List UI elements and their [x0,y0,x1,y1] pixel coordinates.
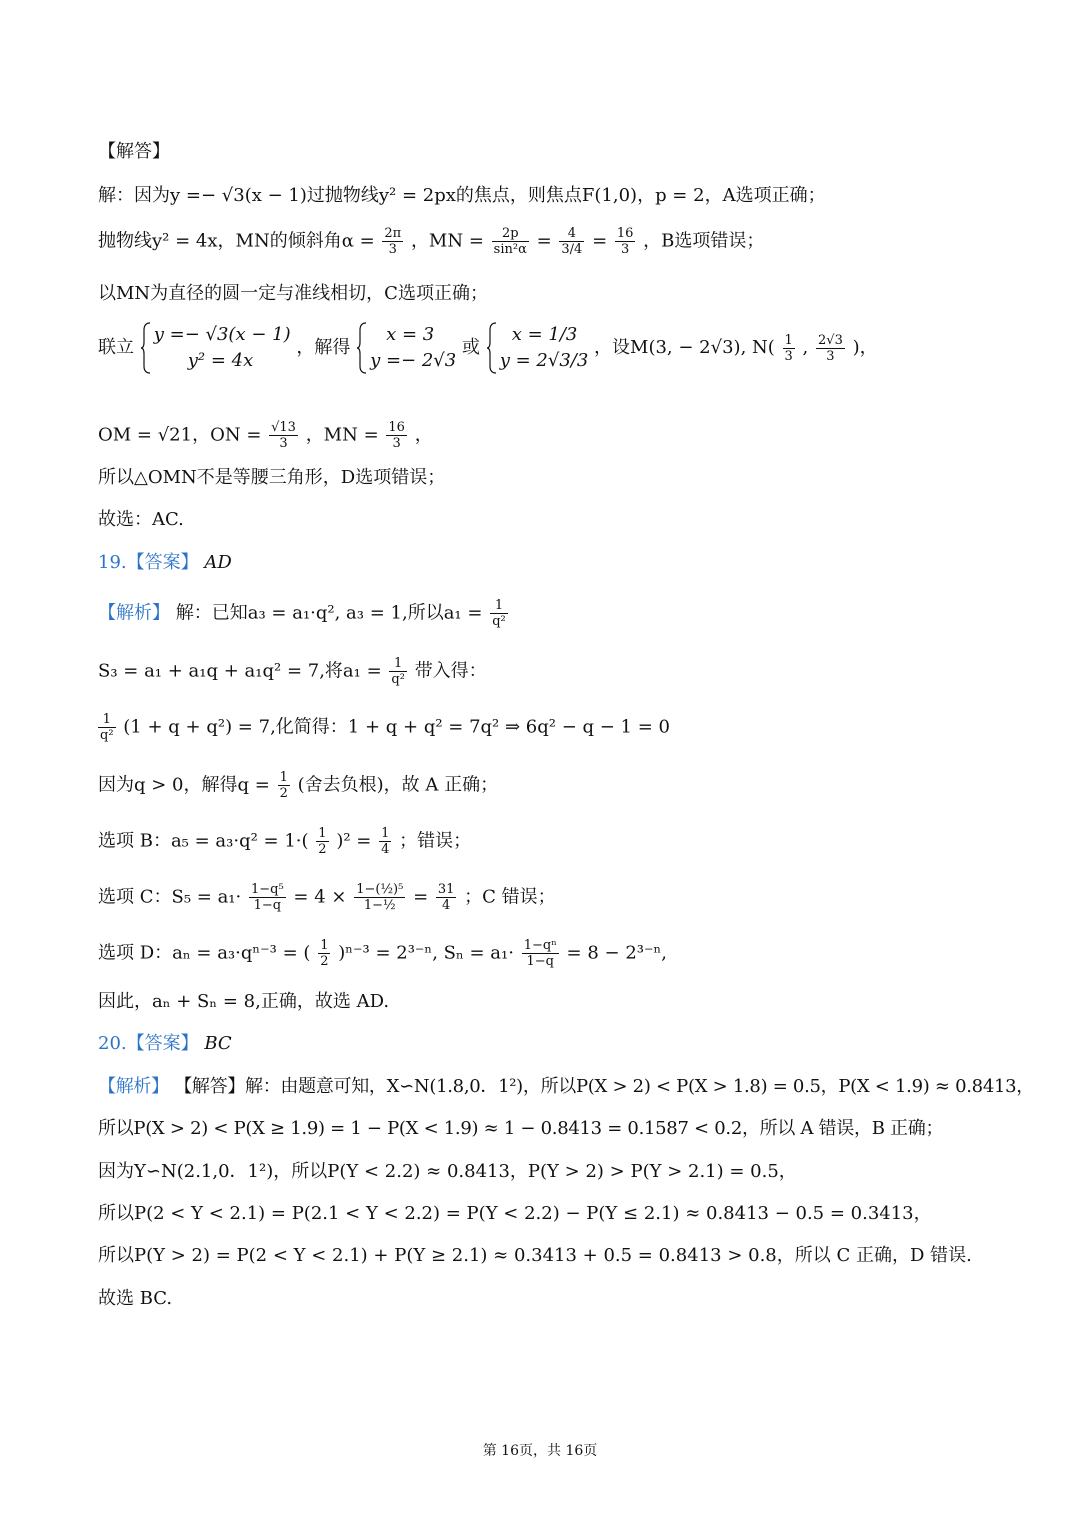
text-segment: (1 + q + q²) = 7,化简得：1 + q + q² = 7q² ⇒ 6q² − q − 1 = 0 [123,716,670,738]
fraction-den: 1−q [253,898,282,913]
fraction-den: 3 [784,348,793,364]
fraction [492,226,529,257]
fraction [249,882,286,913]
text-segment: 或 [461,337,486,358]
equation-system [356,322,456,374]
fraction-num: 1 [389,656,407,672]
text-segment: ，B选项错误； [643,230,765,252]
fraction [490,598,508,629]
fraction-num: 1−(½)⁵ [356,882,404,897]
answer-19 [98,551,232,575]
text-segment: 联立 [98,337,134,358]
text-segment: )， [852,337,878,358]
fraction-den: 4 [381,842,390,857]
text-segment: 选项 C：S₅ = a₁· [98,886,242,908]
line-solution-4 [98,322,878,374]
text-segment: ，解得 [296,337,351,358]
analysis-label: 【解析】 [98,1076,169,1097]
analysis-19-option-d [98,938,667,969]
line-solution-2 [98,226,764,257]
text-segment: OM = √21，ON = [98,424,268,446]
text-segment: = [592,230,613,252]
fraction-num: 1 [318,826,327,841]
analysis-19-line-4 [98,770,498,801]
fraction-den: 3 [826,348,835,364]
fraction-num: 1−q⁵ [250,882,284,897]
fraction [269,420,298,451]
fraction [382,226,403,257]
left-brace-icon [486,322,498,374]
fraction-num: √13 [271,420,296,435]
fraction [386,420,407,451]
text-segment: (舍去负根)，故 A 正确； [297,774,499,796]
analysis-19-line-2 [98,656,487,687]
fraction [436,882,457,913]
fraction-den: 3 [621,242,630,257]
fraction-num: 1 [279,770,288,785]
analysis-19-option-c [98,882,556,913]
fraction-num: 1 [320,938,329,953]
fraction-num: 1 [381,826,390,841]
fraction-den: q² [100,728,114,743]
text-segment: )² = [336,830,378,852]
answer-label: 19.【答案】 [98,552,199,573]
fraction-den: 1−½ [363,898,396,913]
fraction-den: 2 [318,842,327,857]
fraction [278,770,290,801]
line-answer-heading: 【解答】 [98,141,170,162]
fraction [816,333,845,364]
text-segment: )ⁿ⁻³ = 2³⁻ⁿ, Sₙ = a₁· [338,942,514,964]
analysis-19-conclusion: 因此，aₙ + Sₙ = 8,正确，故选 AD. [98,991,390,1012]
fraction-num: 16 [388,420,405,435]
line-solution-5 [98,420,433,451]
fraction-num: 31 [437,882,455,897]
fraction-num: 2√3 [818,332,843,348]
text-segment: 抛物线y² = 4x，MN的倾斜角α = [98,230,381,252]
fraction-den: 4 [442,898,451,913]
fraction [318,938,330,969]
page-footer: 第 16页，共 16页 [482,1443,598,1459]
fraction-num: 1 [784,332,793,348]
text-segment: ，设M(3, − 2√3), N( [594,337,775,358]
analysis-19-line-1 [98,598,510,629]
fraction-num: 1 [490,598,508,614]
analysis-20-conclusion: 故选 BC. [98,1288,173,1309]
fraction-den: 1−q [526,954,554,969]
fraction-den: 2 [320,954,329,969]
answer-value: BC [204,1033,232,1054]
analysis-20-line-5: 所以P(Y > 2) = P(2 < Y < 2.1) + P(Y ≥ 2.1) ≈ 0.3413 + 0.5 = 0.8413 > 0.8，所以 C 正确，D 错误. [98,1245,972,1266]
fraction-num: 2π [384,226,402,241]
text-segment: 因为q > 0，解得q = [98,774,276,796]
fraction-num: 16 [616,226,634,241]
fraction [354,882,405,913]
fraction [316,826,328,857]
fraction-num: 4 [559,226,584,242]
fraction [615,226,636,257]
fraction-den: 3/4 [561,242,583,257]
text-segment: , [802,337,809,358]
text-segment: 【解答】解：由题意可知，X∽N(1.8,0．1²)，所以P(X > 2) < P(X > 1.8) = 0.5，P(X < 1.9) ≈ 0.8413， [174,1076,1034,1097]
equation-row: y = 2√3/3 [499,350,589,371]
text-segment: ， [414,424,433,446]
line-conclusion-18: 故选：AC. [98,509,184,530]
fraction-num: 1−qⁿ [523,938,557,953]
text-segment: ，MN = [410,230,490,252]
fraction [389,656,407,687]
fraction [522,938,559,969]
equation-system [486,322,589,374]
fraction [98,712,116,743]
text-segment: ；错误； [399,830,472,852]
fraction-den: q² [391,672,405,687]
text-segment: = 8 − 2³⁻ⁿ, [566,942,668,964]
text-segment: 带入得： [414,660,487,682]
answer-20 [98,1032,232,1056]
text-segment: = [536,230,558,252]
fraction-den: 2 [279,786,288,801]
fraction-den: 3 [388,242,397,257]
analysis-20-line-4: 所以P(2 < Y < 2.1) = P(2.1 < Y < 2.2) = P(Y < 2.2) − P(Y ≤ 2.1) ≈ 0.8413 − 0.5 = 0.3413， [98,1203,932,1224]
equation-system [140,322,291,374]
text-segment: = [413,886,434,908]
fraction [559,226,584,257]
text-segment: ，MN = [305,424,385,446]
analysis-19-option-b [98,826,471,857]
fraction-den: 3 [279,436,288,451]
fraction-den: 3 [392,436,401,451]
equation-row: y =− 2√3 [370,350,457,371]
analysis-label: 【解析】 [98,602,170,624]
analysis-20-line-1 [98,1075,1034,1099]
equation-row: x = 3 [386,324,435,345]
text-segment: = 4 × [293,886,353,908]
line-solution-3: 以MN为直径的圆一定与准线相切，C选项正确； [98,283,488,304]
fraction-num: 1 [98,712,116,728]
analysis-20-line-2: 所以P(X > 2) < P(X ≥ 1.9) = 1 − P(X < 1.9) ≈ 1 − 0.8413 = 0.1587 < 0.2，所以 A 错误，B 正确； [98,1118,944,1139]
left-brace-icon [356,322,368,374]
fraction [379,826,391,857]
line-solution-1: 解：因为y =− √3(x − 1)过抛物线y² = 2px的焦点，则焦点F(1,0)，p = 2，A选项正确； [98,185,826,206]
answer-value: AD [204,552,232,573]
equation-row: x = 1/3 [511,324,578,345]
text-segment: 选项 B：a₅ = a₃·q² = 1·( [98,830,309,852]
left-brace-icon [140,322,152,374]
fraction-num: 2p [492,226,529,242]
fraction-den: q² [492,614,506,629]
answer-label: 20.【答案】 [98,1033,199,1054]
line-solution-6: 所以△OMN不是等腰三角形，D选项错误； [98,467,446,488]
text-segment: 选项 D：aₙ = a₃·qⁿ⁻³ = ( [98,942,311,964]
analysis-20-line-3: 因为Y∽N(2.1,0．1²)，所以P(Y < 2.2) ≈ 0.8413，P(Y > 2) > P(Y > 2.1) = 0.5， [98,1161,797,1182]
fraction [783,333,795,364]
text-segment: ；C 错误； [464,886,556,908]
analysis-19-line-3 [98,712,670,743]
equation-row: y =− √3(x − 1) [153,324,291,345]
fraction-den: sin²α [493,242,527,257]
equation-row: y² = 4x [187,350,254,371]
text-segment: 解：已知a₃ = a₁·q², a₃ = 1,所以a₁ = [175,602,489,624]
text-segment: S₃ = a₁ + a₁q + a₁q² = 7,将a₁ = [98,660,388,682]
